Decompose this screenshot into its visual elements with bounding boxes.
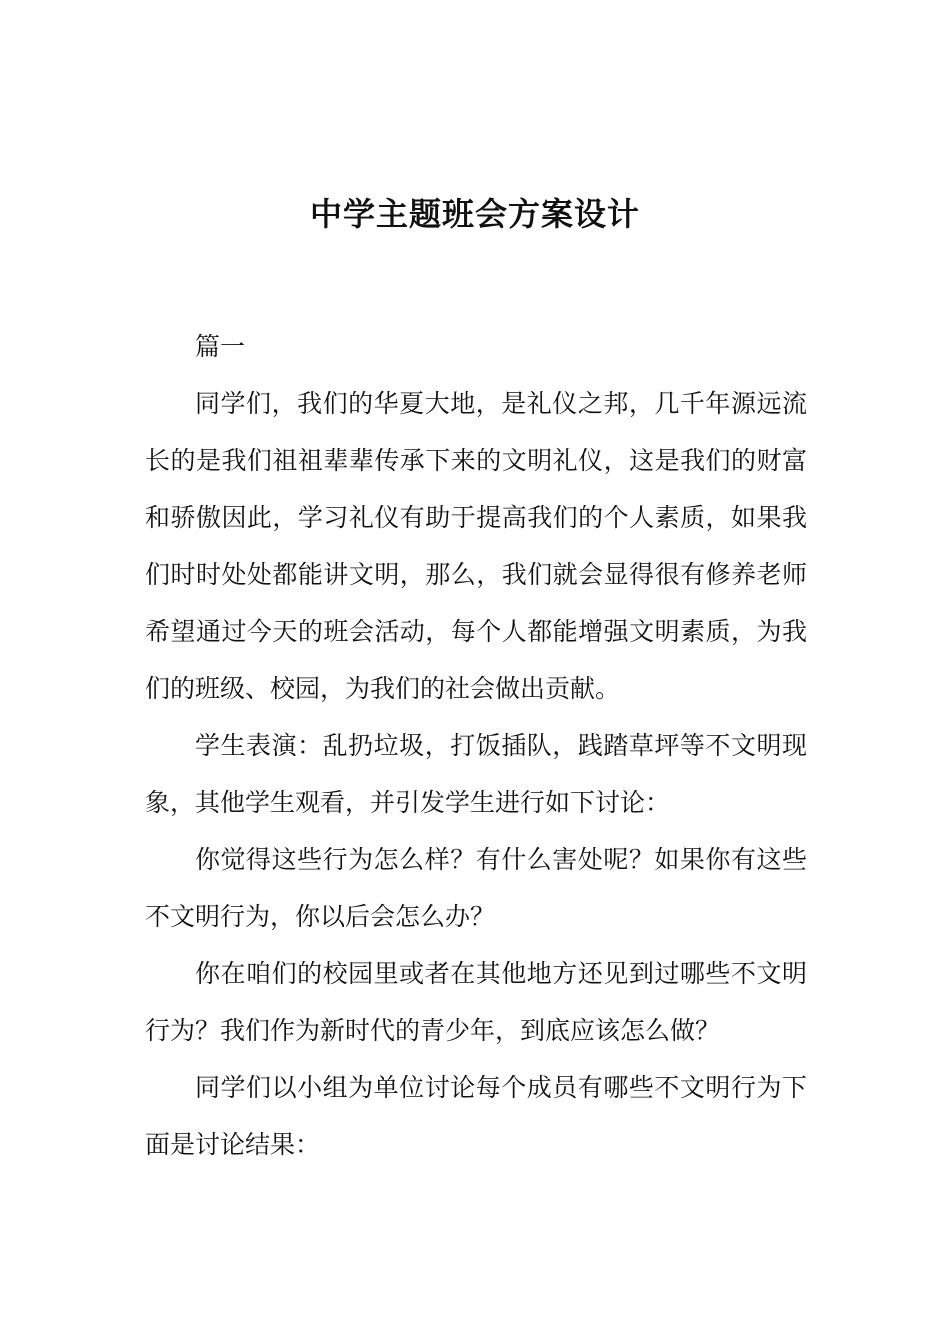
body-paragraph: 你觉得这些行为怎么样？有什么害处呢？如果你有这些不文明行为，你以后会怎么办？ [145, 845, 807, 931]
section-heading: 篇一 [195, 332, 246, 361]
body-paragraph: 同学们以小组为单位讨论每个成员有哪些不文明行为下面是讨论结果： [145, 1073, 807, 1159]
body-paragraph: 学生表演：乱扔垃圾，打饭插队，践踏草坪等不文明现象，其他学生观看，并引发学生进行如下讨论： [145, 731, 807, 817]
document-title: 中学主题班会方案设计 [309, 195, 640, 233]
body-paragraph: 同学们，我们的华夏大地，是礼仪之邦，几千年源远流长的是我们祖祖辈辈传承下来的文明礼仪，这是我们的财富和骄傲因此，学习礼仪有助于提高我们的个人素质，如果我们时时处处都能讲文明，那么，我们就会显得很有修养老师希望通过今天的班会活动，每个人都能增强文明素质，为我们的班级、校园，为我们的社会做出贡献。 [145, 389, 807, 703]
document-body [145, 318, 807, 1173]
body-paragraph: 你在咱们的校园里或者在其他地方还见到过哪些不文明行为？我们作为新时代的青少年，到底应该怎么做？ [145, 959, 807, 1045]
